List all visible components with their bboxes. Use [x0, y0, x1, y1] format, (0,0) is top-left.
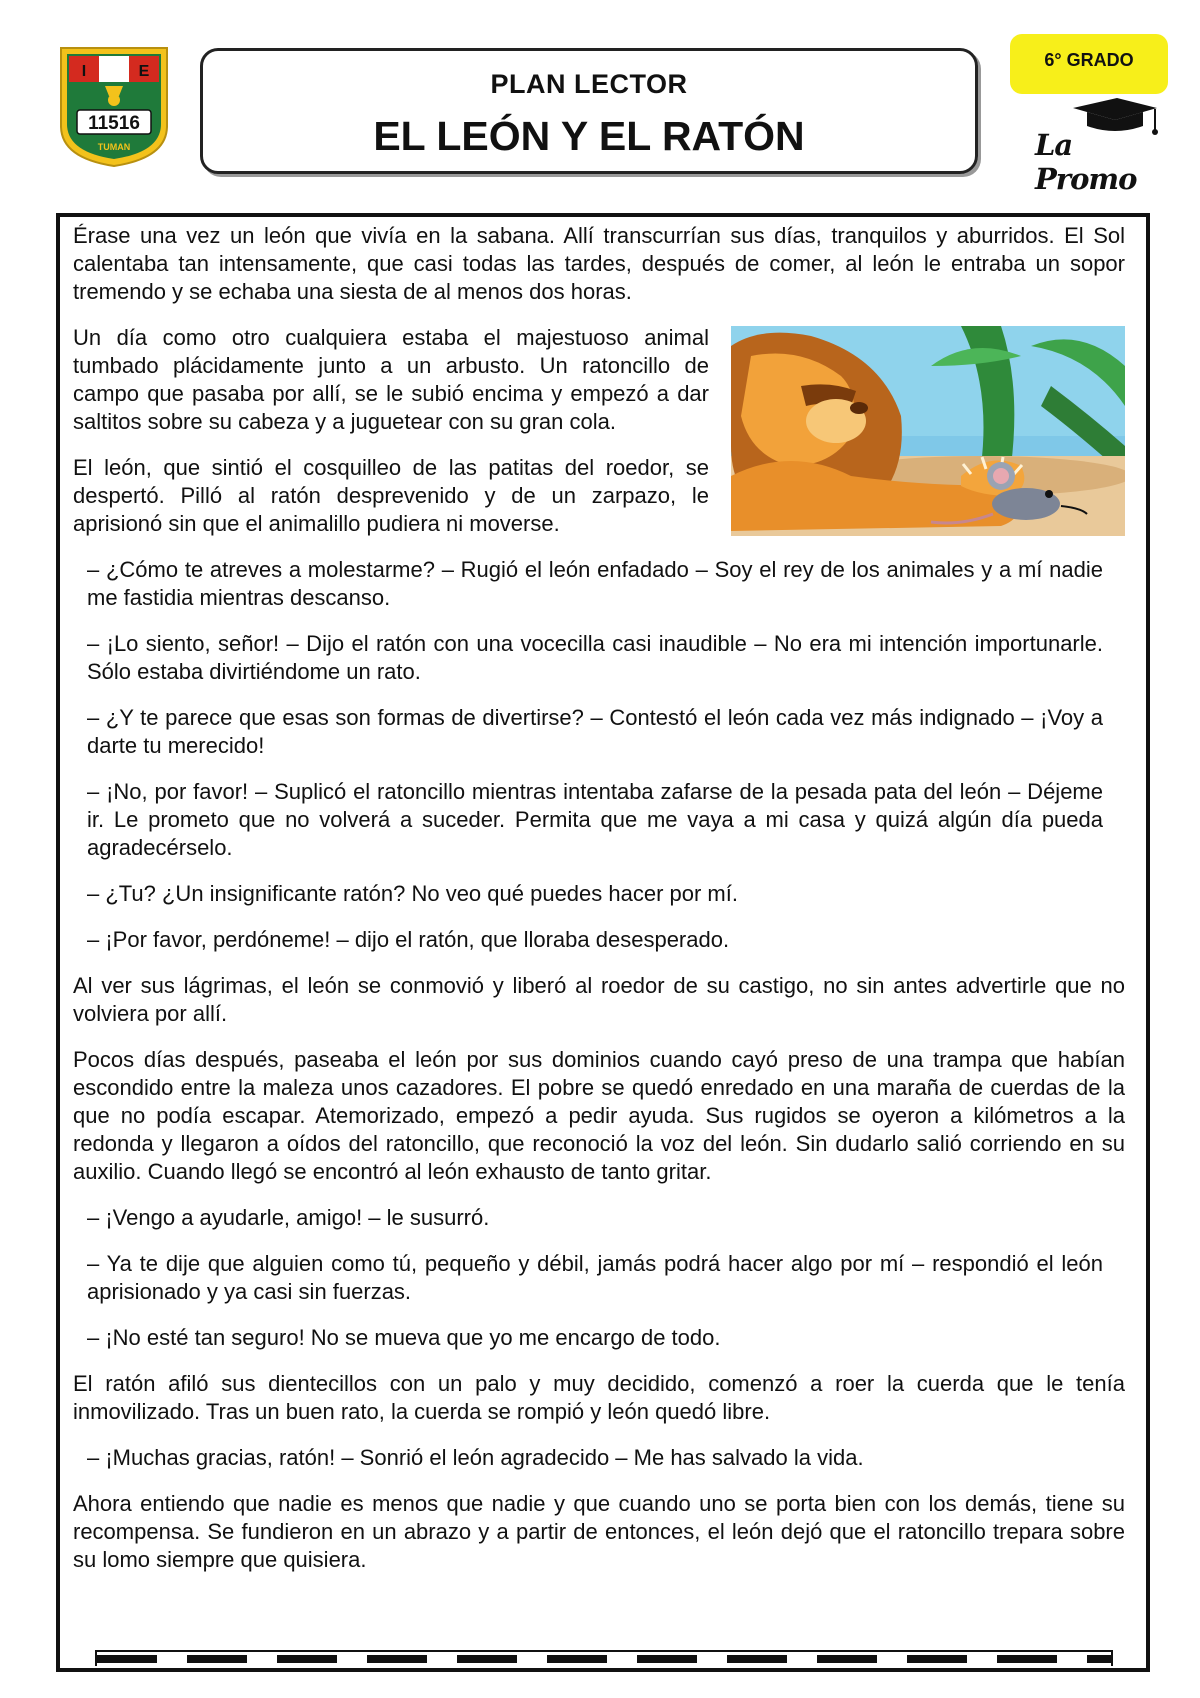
cut-off-moral-box — [95, 1650, 1113, 1666]
brand-logo — [1025, 96, 1165, 196]
dialogue-line: – ¿Y te parece que esas son formas de divertirse? – Contestó el león cada vez más indignado – ¡Voy a darte tu merecido! — [87, 705, 1103, 758]
crest-number: 11516 — [88, 113, 140, 134]
plan-label: PLAN LECTOR — [490, 69, 688, 99]
crest-letter-e: E — [138, 63, 150, 80]
dialogue-line: – ¡Vengo a ayudarle, amigo! – le susurró. — [87, 1205, 490, 1230]
lion-and-mouse-illustration — [731, 326, 1125, 536]
title-box — [200, 48, 978, 174]
grade-badge: 6° GRADO — [1010, 34, 1168, 94]
school-crest-logo — [55, 40, 173, 170]
story-paragraph: Al ver sus lágrimas, el león se conmovió y liberó al roedor de su castigo, no sin antes advertirle que no volviera por allí. — [73, 973, 1125, 1026]
dialogue-line: – ¿Tu? ¿Un insignificante ratón? No veo qué puedes hacer por mí. — [87, 881, 738, 906]
crest-letter-i: I — [81, 63, 87, 80]
dialogue-line: – ¿Cómo te atreves a molestarme? – Rugió el león enfadado – Soy el rey de los animales y a mí nadie me fastidia mientras descanso. — [87, 557, 1103, 610]
story-paragraph: Érase una vez un león que vivía en la sabana. Allí transcurrían sus días, tranquilos y aburridos. El Sol calentaba tan intensamente, que casi todas las tardes, después de comer, al león le entraba un sopor tremendo y se echaba una siesta de al menos dos horas. — [73, 223, 1125, 304]
dialogue-line: – ¡Muchas gracias, ratón! – Sonrió el león agradecido – Me has salvado la vida. — [87, 1445, 864, 1470]
brand-name: La Promo — [1035, 128, 1137, 196]
story-paragraph: El león, que sintió el cosquilleo de las patitas del roedor, se despertó. Pilló al ratón desprevenido y de un zarpazo, le aprisionó sin que el animalillo pudiera ni moverse. — [73, 455, 709, 536]
story-content — [73, 222, 1125, 1592]
story-paragraph: Ahora entiendo que nadie es menos que nadie y que cuando uno se porta bien con los demás, tiene su recompensa. Se fundieron en un abrazo y a partir de entonces, el león dejó que el ratoncillo trepara sobre su lomo siempre que quisiera. — [73, 1491, 1125, 1572]
dialogue-line: – Ya te dije que alguien como tú, pequeño y débil, jamás podrá hacer algo por mí – respondió el león aprisionado y ya casi sin fuerzas. — [87, 1251, 1103, 1304]
intro-with-illustration — [73, 324, 1125, 556]
dialogue-line: – ¡No, por favor! – Suplicó el ratoncillo mientras intentaba zafarse de la pesada pata del león – Déjeme ir. Le prometo que no volverá a suceder. Permita que me vaya a mi casa y quizá algún día pueda agradecérselo. — [87, 779, 1103, 860]
page-title: EL LEÓN Y EL RATÓN — [373, 113, 805, 159]
crest-town: TUMAN — [97, 142, 131, 152]
dialogue-line: – ¡No esté tan seguro! No se mueva que yo me encargo de todo. — [87, 1325, 721, 1350]
dialogue-line: – ¡Por favor, perdóneme! – dijo el ratón, que lloraba desesperado. — [87, 927, 730, 952]
story-paragraph: Un día como otro cualquiera estaba el majestuoso animal tumbado plácidamente junto a un arbusto. Un ratoncillo de campo que pasaba por allí, se le subió encima y empezó a dar saltitos sobre su cabeza y a juguetear con su gran cola. — [73, 325, 709, 434]
story-paragraph: Pocos días después, paseaba el león por sus dominios cuando cayó preso de una trampa que habían escondido entre la maleza unos cazadores. El pobre se quedó enredado en una maraña de cuerdas de la que no podía escapar. Atemorizado, empezó a pedir ayuda. Sus rugidos se oyeron a kilómetros a la redonda y llegaron a oídos del ratoncillo, que reconoció la voz del león. Sin dudarlo salió corriendo en su auxilio. Cuando llegó se encontró al león exhausto de tanto gritar. — [73, 1047, 1125, 1184]
story-paragraph: El ratón afiló sus dientecillos con un palo y muy decidido, comenzó a roer la cuerda que le tenía inmovilizado. Tras un buen rato, la cuerda se rompió y león quedó libre. — [73, 1371, 1125, 1424]
dialogue-line: – ¡Lo siento, señor! – Dijo el ratón con una vocecilla casi inaudible – No era mi intención importunarle. Sólo estaba divirtiéndome un rato. — [87, 631, 1103, 684]
